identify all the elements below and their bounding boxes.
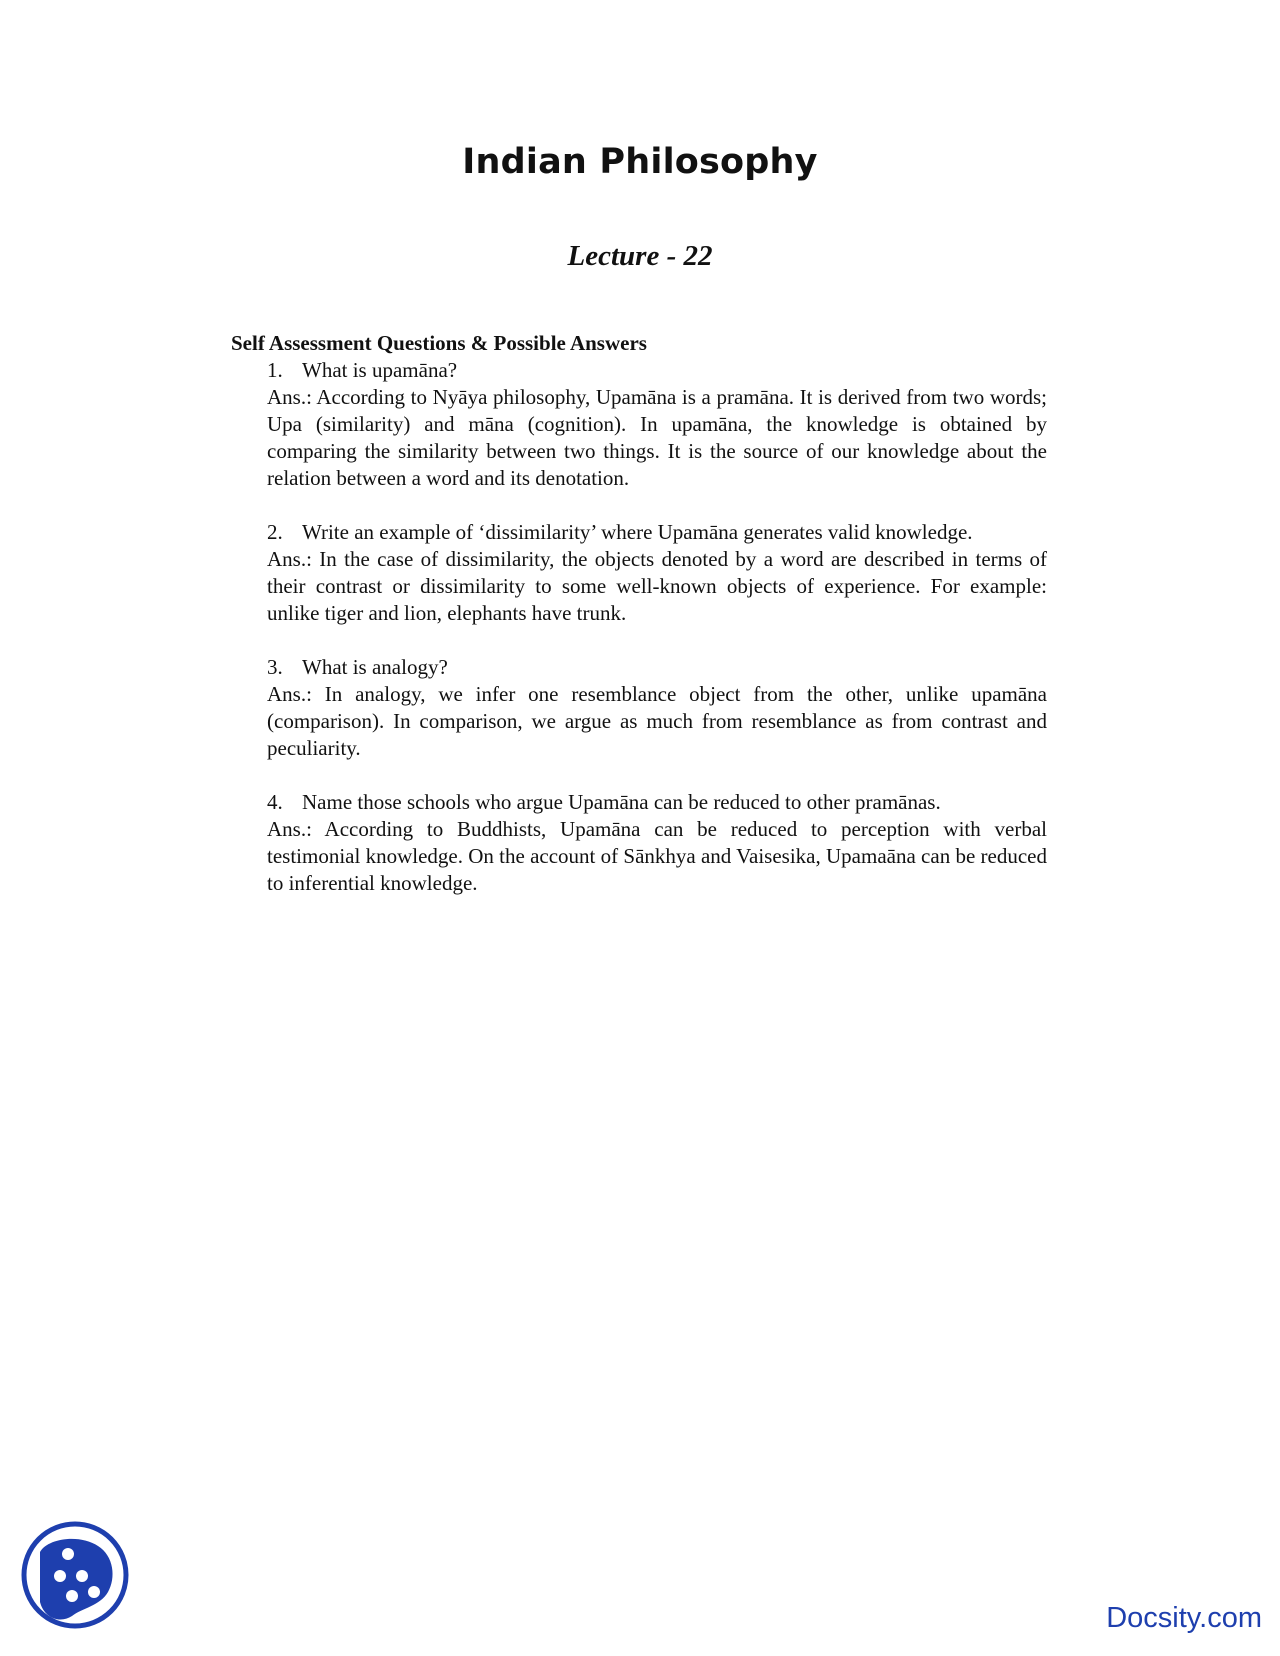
- qa-section: [231, 330, 1047, 924]
- question: [267, 789, 1047, 816]
- question-number: 2.: [267, 520, 283, 544]
- qa-item: [267, 357, 1047, 492]
- question: [267, 357, 1047, 384]
- question-number: 4.: [267, 790, 283, 814]
- page-title: Indian Philosophy: [462, 142, 818, 182]
- section-heading: Self Assessment Questions & Possible Answers: [231, 331, 647, 355]
- question-text: Name those schools who argue Upamāna can be reduced to other pramānas.: [302, 790, 941, 814]
- question-text: What is analogy?: [302, 655, 448, 679]
- question-number: 3.: [267, 655, 283, 679]
- qa-item: [267, 789, 1047, 897]
- question-text: What is upamāna?: [302, 358, 458, 382]
- question-text: Write an example of ‘dissimilarity’ where Upamāna generates valid knowledge.: [302, 520, 973, 544]
- docsity-logo-icon[interactable]: [20, 1520, 130, 1630]
- answer-text: Ans.: In analogy, we infer one resemblance object from the other, unlike upamāna (comparison). In comparison, we argue as much from resemblance as from contrast and peculiarity.: [267, 682, 1047, 760]
- lecture-number: Lecture - 22: [567, 240, 713, 272]
- docsity-logo-graphic: [20, 1520, 130, 1630]
- answer-text: Ans.: According to Buddhists, Upamāna can be reduced to perception with verbal testimonial knowledge. On the account of Sānkhya and Vaisesika, Upamaāna can be reduced to inferential knowledge.: [267, 817, 1047, 895]
- question: [267, 654, 1047, 681]
- qa-item: [267, 519, 1047, 627]
- question: [267, 519, 1047, 546]
- question-number: 1.: [267, 358, 283, 382]
- docsity-link[interactable]: Docsity.com: [1106, 1602, 1262, 1634]
- qa-item: [267, 654, 1047, 762]
- answer-text: Ans.: In the case of dissimilarity, the objects denoted by a word are described in terms of their contrast or dissimilarity to some well-known objects of experience. For example: unlike tiger and lion, elephants have trunk.: [267, 547, 1047, 625]
- answer-text: Ans.: According to Nyāya philosophy, Upamāna is a pramāna. It is derived from two words; Upa (similarity) and māna (cognition). In upamāna, the knowledge is obtained by comparing the similarity between two things. It is the source of our knowledge about the relation between a word and its denotation.: [267, 385, 1047, 490]
